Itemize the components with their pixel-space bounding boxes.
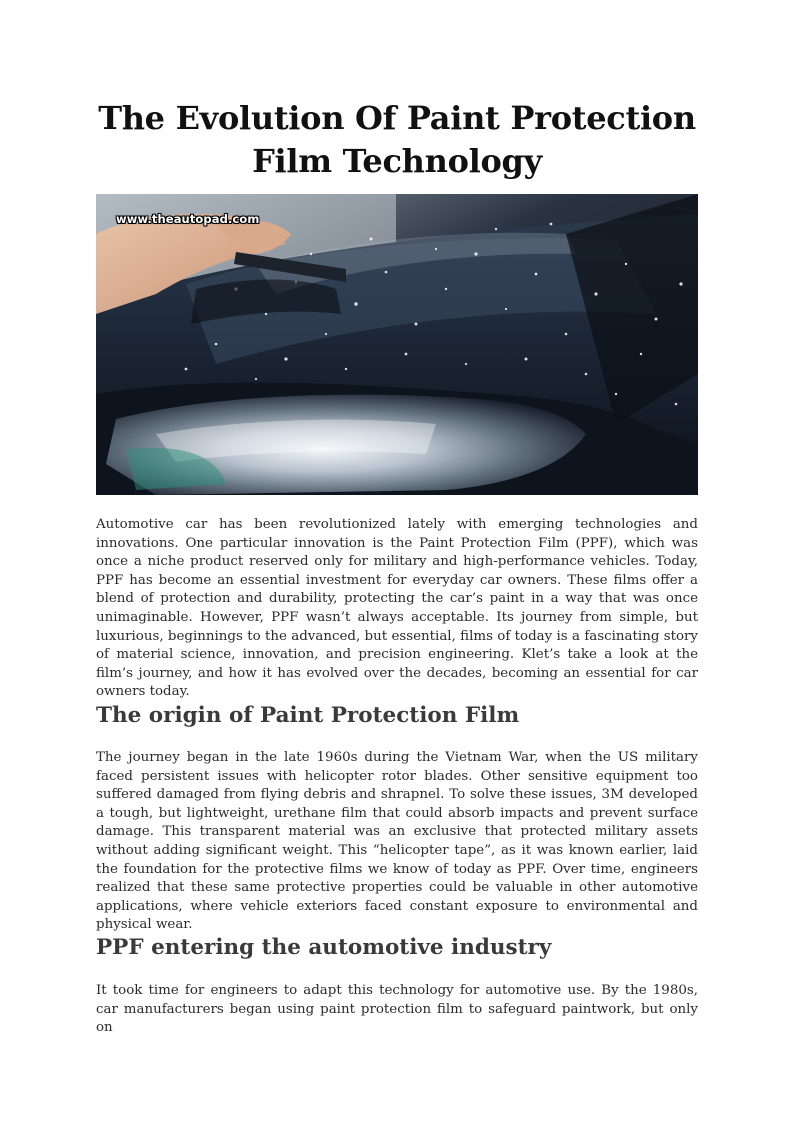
section-body-origin: The journey began in the late 1960s during the Vietnam War, when the US military faced persistent issues with helicopter rotor blades. Other sensitive equipment too suffered damaged from flying debris and shrapnel. To solve these issues, 3M developed a tough, but lightweight, urethane film that could absorb impacts and prevent surface damage. This transparent material was an exclusive that protected military assets without adding significant weight. This “helicopter tape”, as it was known earlier, laid the foundation for the protective films we know of today as PPF. Over time, engineers realized that these same protective properties could be valuable in other automotive applications, where vehicle exteriors faced constant exposure to environmental and physical wear. [96, 750, 698, 933]
article-title: The Evolution Of Paint Protection Film Technology [98, 99, 696, 180]
section-body-automotive: It took time for engineers to adapt this technology for automotive use. By the 1980s, car manufacturers began using paint protection film to safeguard paintwork, but only on [96, 983, 698, 1036]
section-heading-automotive: PPF entering the automotive industry [96, 935, 552, 960]
watermark-text: www.theautopad.com [116, 212, 260, 226]
intro-paragraph: Automotive car has been revolutionized lately with emerging technologies and innovations. One particular innovation is the Paint Protection Film (PPF), which was once a niche product reserved only for military and high-performance vehicles. Today, PPF has become an essential investment for everyday car owners. These films offer a blend of protection and durability, protecting the car’s paint in a way that was once unimaginable. However, PPF wasn’t always acceptable. Its journey from simple, but luxurious, beginnings to the advanced, but essential, films of today is a fascinating story of material science, innovation, and precision engineering. Klet’s take a look at the film’s journey, and how it has evolved over the decades, becoming an essential for car owners today. [96, 517, 698, 700]
car-hood-film-illustration [96, 194, 698, 495]
hero-image [96, 194, 698, 495]
section-heading-origin: The origin of Paint Protection Film [96, 703, 520, 728]
